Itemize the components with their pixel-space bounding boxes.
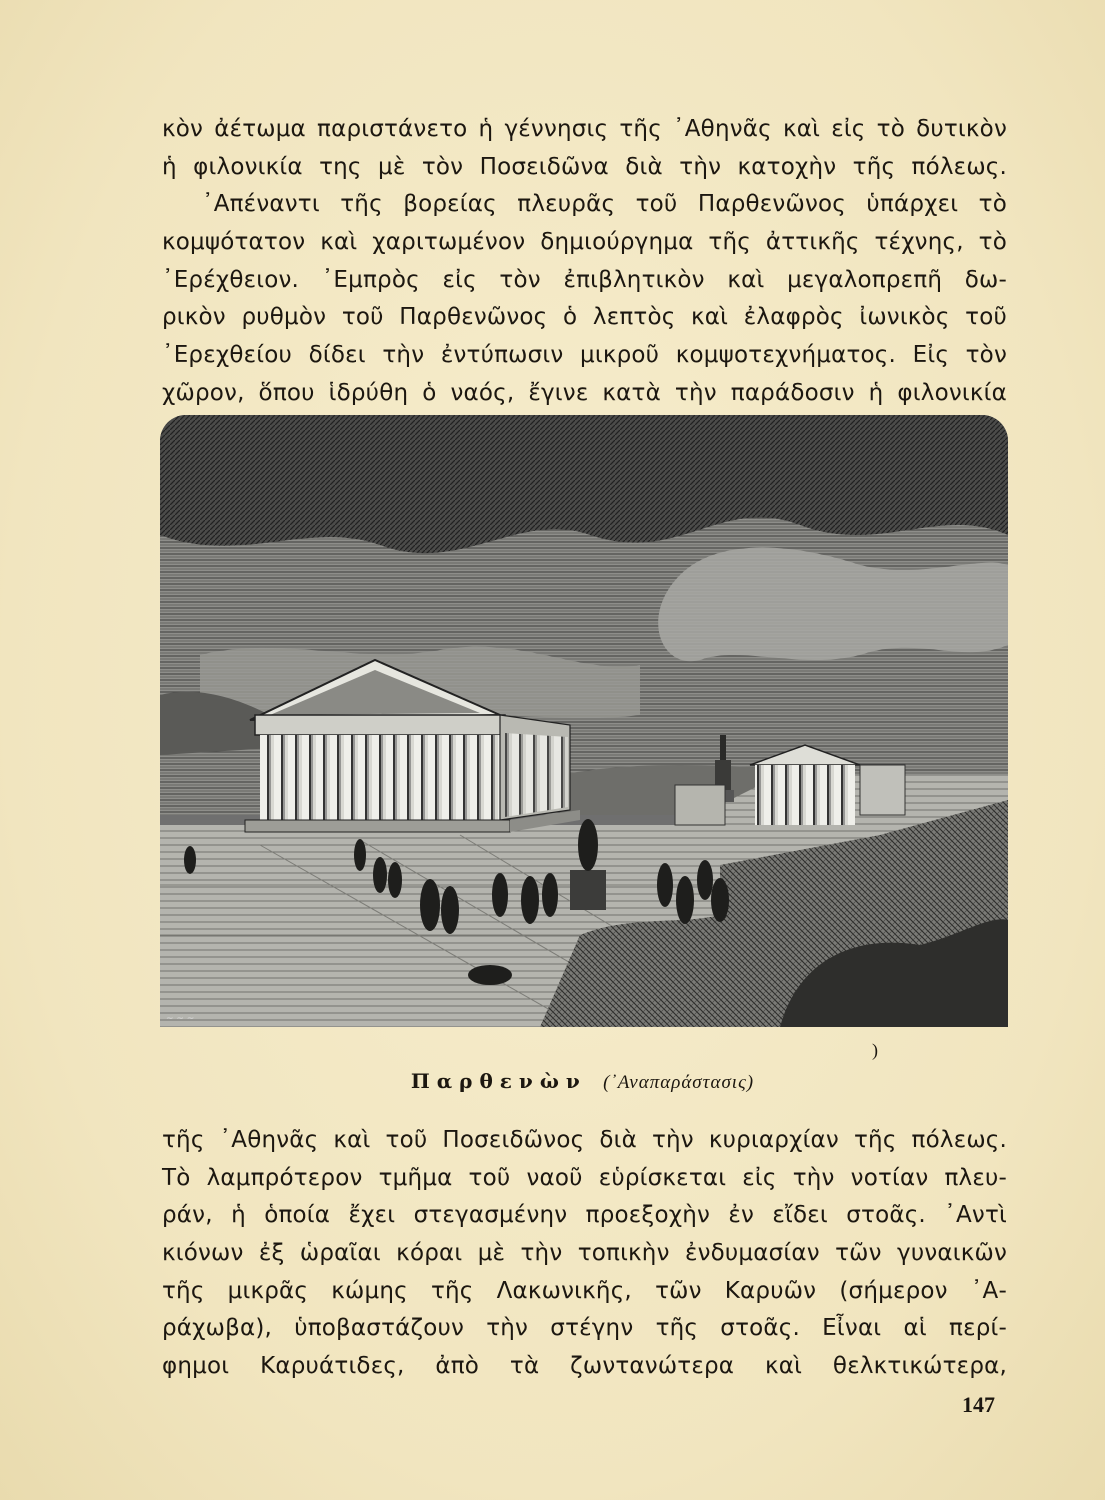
text-line: ᾿Απέναντι τῆς βορείας πλευρᾶς τοῦ Παρθενῶνος ὑπάρχει τὸ xyxy=(202,191,1007,218)
page-number: 147 xyxy=(962,1392,995,1417)
text-line: Τὸ λαμπρότερον τμῆμα τοῦ ναοῦ εὑρίσκεται εἰς τὴν νοτίαν πλευ- xyxy=(162,1164,1007,1191)
bottom-paragraph xyxy=(162,1122,1007,1386)
text-line: κὸν ἀέτωμα παριστάνετο ἡ γέννησις τῆς ᾿Αθηνᾶς καὶ εἰς τὸ δυτικὸν xyxy=(162,116,1007,142)
text-line: ρικὸν ρυθμὸν τοῦ Παρθενῶνος ὁ λεπτὸς καὶ ἐλαφρὸς ἰωνικὸς τοῦ xyxy=(162,304,1007,331)
text-line: φημοι Καρυάτιδες, ἀπὸ τὰ ζωντανώτερα καὶ θελκτικώτερα, xyxy=(162,1353,1007,1380)
stray-mark: ) xyxy=(872,1040,878,1060)
text-line: ᾿Ερεχθείου δίδει τὴν ἐντύπωσιν μικροῦ κομψοτεχνήματος. Εἰς τὸν xyxy=(162,342,1007,369)
text-line: ᾿Ερέχθειον. ᾿Εμπρὸς εἰς τὸν ἐπιβλητικὸν καὶ μεγαλοπρεπῆ δω- xyxy=(162,266,1007,293)
text-line: ράχωβα), ὑποβαστάζουν τὴν στέγην τῆς στοᾶς. Εἶναι αἱ περί- xyxy=(162,1315,1007,1342)
text-line: χῶρον, ὅπου ἱδρύθη ὁ ναός, ἔγινε κατὰ τὴν παράδοσιν ἡ φιλονικία xyxy=(162,379,1007,406)
text-line: ράν, ἡ ὁποία ἔχει στεγασμένην προεξοχὴν ἐν εἴδει στοᾶς. ᾿Αντὶ xyxy=(162,1202,1007,1229)
text-line: τῆς ᾿Αθηνᾶς καὶ τοῦ Ποσειδῶνος διὰ τὴν κυριαρχίαν τῆς πόλεως. xyxy=(162,1127,1007,1153)
engraving-illustration xyxy=(160,415,1008,1027)
figure-caption xyxy=(0,1066,1105,1096)
text-line: κομψότατον καὶ χαριτωμένον δημιούργημα τῆς ἀττικῆς τέχνης, τὸ xyxy=(162,229,1007,256)
text-line: κιόνων ἐξ ὡραῖαι κόραι μὲ τὴν τοπικὴν ἐνδυμασίαν τῶν γυναικῶν xyxy=(162,1240,1007,1267)
caption-title: Παρθενὼν xyxy=(410,1069,587,1093)
storm-clouds xyxy=(160,415,1008,553)
top-paragraph xyxy=(162,111,1007,413)
engraver-signature: ~ ~ ~ xyxy=(166,1014,195,1024)
text-line: τῆς μικρᾶς κώμης τῆς Λακωνικῆς, τῶν Καρυῶν (σήμερον ᾿Α- xyxy=(162,1277,1007,1304)
parthenon-engraving xyxy=(160,415,1008,1027)
text-line: ἡ φιλονικία της μὲ τὸν Ποσειδῶνα διὰ τὴν κατοχὴν τῆς πόλεως. xyxy=(162,153,1007,180)
caption-subtitle: (᾿Αναπαράστασις) xyxy=(603,1072,755,1093)
